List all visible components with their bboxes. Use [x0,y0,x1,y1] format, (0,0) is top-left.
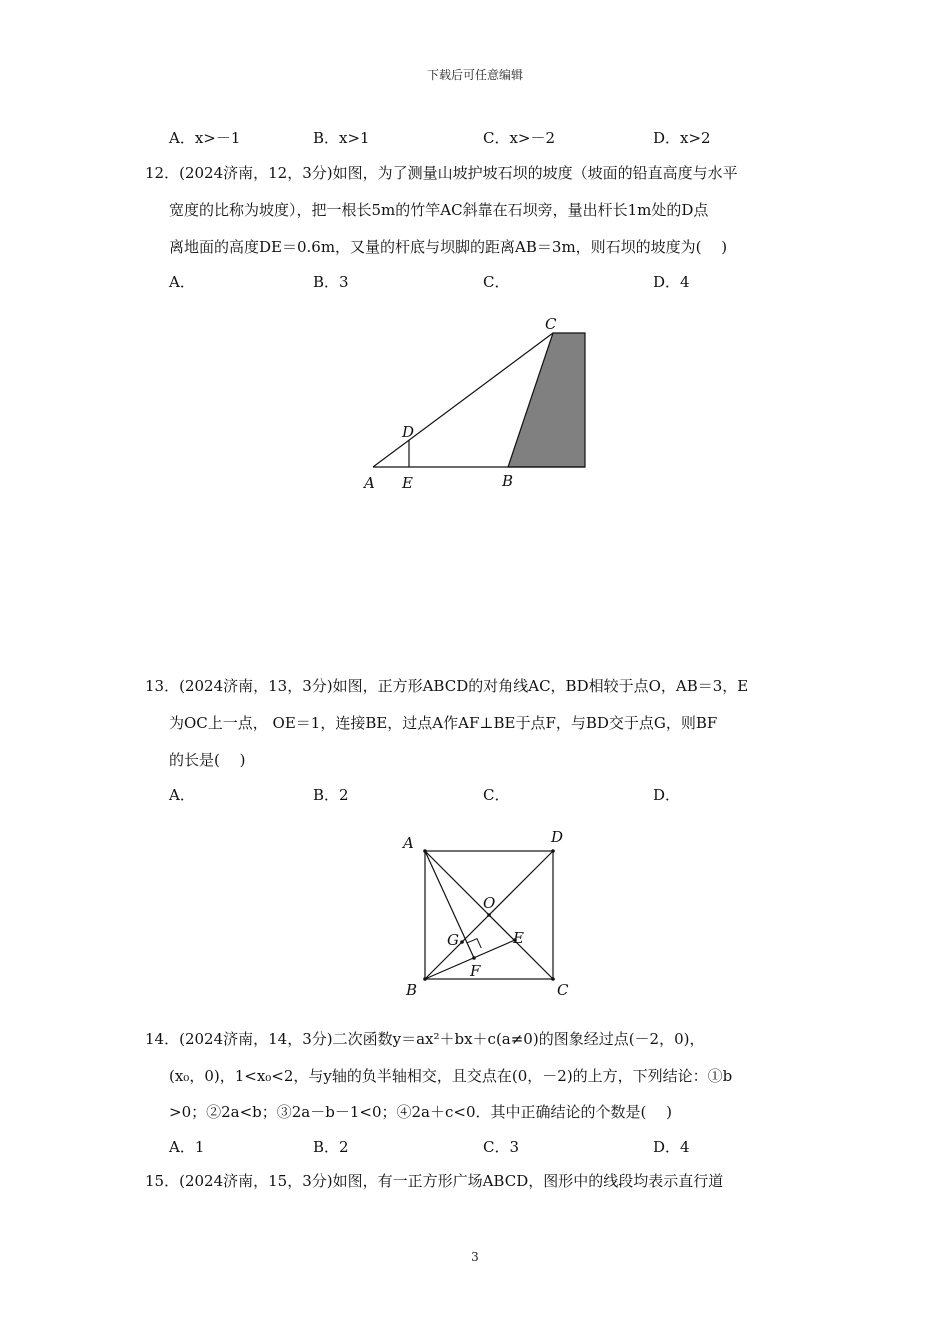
q14-option-b[interactable]: B．2 [313,1138,349,1156]
label-c: C [545,315,557,333]
label-c: C [557,981,569,999]
label-a: A [364,474,375,492]
q11-option-a[interactable]: A．x>－1 [169,129,241,147]
q13-figure [395,825,580,1005]
q14-option-a[interactable]: A．1 [169,1138,205,1156]
point-b [423,977,427,981]
label-d: D [551,828,564,846]
q14-option-d[interactable]: D．4 [653,1138,690,1156]
q13-line-2: 为OC上一点， OE＝1，连接BE，过点A作AF⊥BE于点F，与BD交于点G，则BF [169,714,718,732]
label-a: A [403,834,414,852]
point-f [472,956,476,960]
label-f: F [470,962,481,980]
point-d [551,849,555,853]
q12-figure [355,310,605,500]
q13-option-b[interactable]: B．2 [313,786,349,804]
q12-options [0,271,950,295]
q14-options [0,1136,950,1160]
q12-option-c[interactable]: C． [483,273,510,291]
q12-line-3: 离地面的高度DE＝0.6m，又量的杆底与坝脚的距离AB＝3m，则石坝的坡度为( ) [169,238,728,256]
label-b: B [502,472,514,490]
q12-line-1: 12．(2024济南，12，3分)如图，为了测量山坡护坡石坝的坡度（坡面的铅直高度与水平 [145,164,738,182]
q14-line-1: 14．(2024济南，14，3分)二次函数y＝ax²＋bx＋c(a≠0)的图象经过点(－2，0)， [145,1030,705,1048]
point-a [423,849,427,853]
q11-option-b[interactable]: B．x>1 [313,129,370,147]
label-o: O [483,894,496,912]
q11-option-d[interactable]: D．x>2 [653,129,711,147]
right-angle-mark [468,939,482,948]
label-g: G [447,931,459,949]
label-d: D [402,423,415,441]
point-g [460,940,464,944]
q14-line-3: >0；②2a<b；③2a－b－1<0；④2a＋c<0．其中正确结论的个数是( ) [169,1103,672,1121]
q14-option-c[interactable]: C．3 [483,1138,520,1156]
q12-option-d[interactable]: D．4 [653,273,690,291]
label-b: B [406,981,418,999]
page-number: 3 [471,1250,479,1264]
q15-line-1: 15．(2024济南，15，3分)如图，有一正方形广场ABCD，图形中的线段均表示直行道 [145,1172,724,1190]
q12-line-2: 宽度的比称为坡度），把一根长5m的竹竿AC斜靠在石坝旁，量出杆长1m处的D点 [169,201,709,219]
q14-line-2: (x₀，0)，1<x₀<2，与y轴的负半轴相交，且交点在(0，－2)的上方，下列结论：①b [169,1067,733,1085]
point-o [487,913,491,917]
label-e: E [513,929,524,947]
page-header: 下载后可任意编辑 [426,68,523,82]
q12-option-b[interactable]: B．3 [313,273,349,291]
dam-shape [508,333,585,467]
q13-option-c[interactable]: C． [483,786,510,804]
q12-option-a[interactable]: A． [169,273,195,291]
point-c [551,977,555,981]
q13-line-1: 13．(2024济南，13，3分)如图，正方形ABCD的对角线AC，BD相较于点O，AB＝3，E [145,677,749,695]
q13-line-3: 的长是( ) [169,751,246,769]
q11-options [0,127,950,151]
q13-options [0,784,950,808]
q13-option-d[interactable]: D． [653,786,681,804]
q13-option-a[interactable]: A． [169,786,195,804]
q11-option-c[interactable]: C．x>－2 [483,129,556,147]
label-e: E [402,474,413,492]
